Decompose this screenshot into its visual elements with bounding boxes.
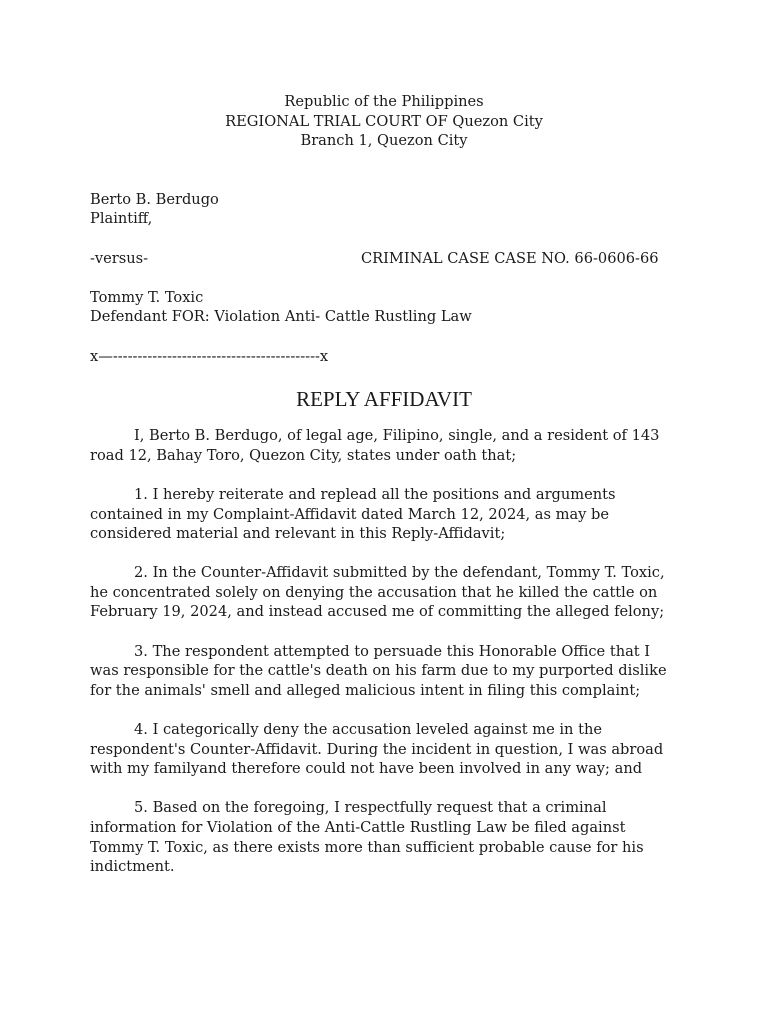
case-number: CRIMINAL CASE CASE NO. 66-0606-66 bbox=[361, 249, 659, 267]
affidavit-paragraph bbox=[90, 642, 680, 701]
document-title: REPLY AFFIDAVIT bbox=[296, 387, 472, 412]
plaintiff-block bbox=[90, 190, 680, 229]
paragraph-line: 2. In the Counter-Affidavit submitted by the defendant, Tommy T. Toxic, bbox=[134, 564, 665, 582]
paragraph-line: he concentrated solely on denying the accusation that he killed the cattle on bbox=[90, 583, 658, 601]
header-branch: Branch 1, Quezon City bbox=[300, 132, 468, 150]
affidavit-paragraph bbox=[90, 563, 680, 622]
defendant-name: Tommy T. Toxic bbox=[90, 288, 204, 306]
header-court: REGIONAL TRIAL COURT OF Quezon City bbox=[225, 112, 543, 130]
paragraph-line: 1. I hereby reiterate and replead all the positions and arguments bbox=[134, 485, 616, 503]
paragraph-line: information for Violation of the Anti-Cattle Rustling Law be filed against bbox=[90, 819, 626, 836]
affidavit-body bbox=[90, 426, 680, 877]
paragraph-line: Tommy T. Toxic, as there exists more than sufficient probable cause for his bbox=[90, 838, 644, 856]
court-header bbox=[90, 92, 678, 151]
paragraph-line: indictment. bbox=[90, 858, 175, 876]
paragraph-line: was responsible for the cattle's death on his farm due to my purported dislike bbox=[90, 662, 667, 680]
affidavit-paragraph bbox=[90, 485, 680, 544]
affidavit-paragraph bbox=[90, 720, 680, 779]
affidavit-paragraph bbox=[90, 798, 680, 876]
paragraph-line: for the animals' smell and alleged malicious intent in filing this complaint; bbox=[90, 681, 641, 699]
caption-separator: x—------------------------------------------x bbox=[90, 347, 329, 365]
paragraph-line: 4. I categorically deny the accusation leveled against me in the bbox=[134, 721, 602, 739]
paragraph-line: road 12, Bahay Toro, Quezon City, states under oath that; bbox=[90, 446, 517, 464]
paragraph-line: February 19, 2024, and instead accused me of committing the alleged felony; bbox=[90, 603, 665, 621]
plaintiff-role: Plaintiff, bbox=[90, 210, 153, 228]
affidavit-document bbox=[90, 92, 680, 877]
paragraph-line: 5. Based on the foregoing, I respectfully request that a criminal bbox=[134, 799, 607, 817]
versus-row bbox=[90, 249, 680, 269]
plaintiff-name: Berto B. Berdugo bbox=[90, 190, 219, 208]
paragraph-line: 3. The respondent attempted to persuade this Honorable Office that I bbox=[134, 642, 651, 660]
paragraph-line: contained in my Complaint-Affidavit dated March 12, 2024, as may be bbox=[90, 505, 610, 523]
paragraph-line: respondent's Counter-Affidavit. During the incident in question, I was abroad bbox=[90, 740, 664, 758]
header-republic: Republic of the Philippines bbox=[284, 93, 484, 110]
versus-label: -versus- bbox=[90, 249, 149, 267]
paragraph-line: with my familyand therefore could not have been involved in any way; and bbox=[90, 760, 643, 778]
paragraph-line: I, Berto B. Berdugo, of legal age, Filipino, single, and a resident of 143 bbox=[134, 427, 660, 445]
affidavit-paragraph bbox=[90, 426, 680, 465]
paragraph-line: considered material and relevant in this Reply-Affidavit; bbox=[90, 525, 506, 543]
defendant-block bbox=[90, 288, 680, 327]
defendant-role: Defendant FOR: Violation Anti- Cattle Rustling Law bbox=[90, 308, 472, 326]
